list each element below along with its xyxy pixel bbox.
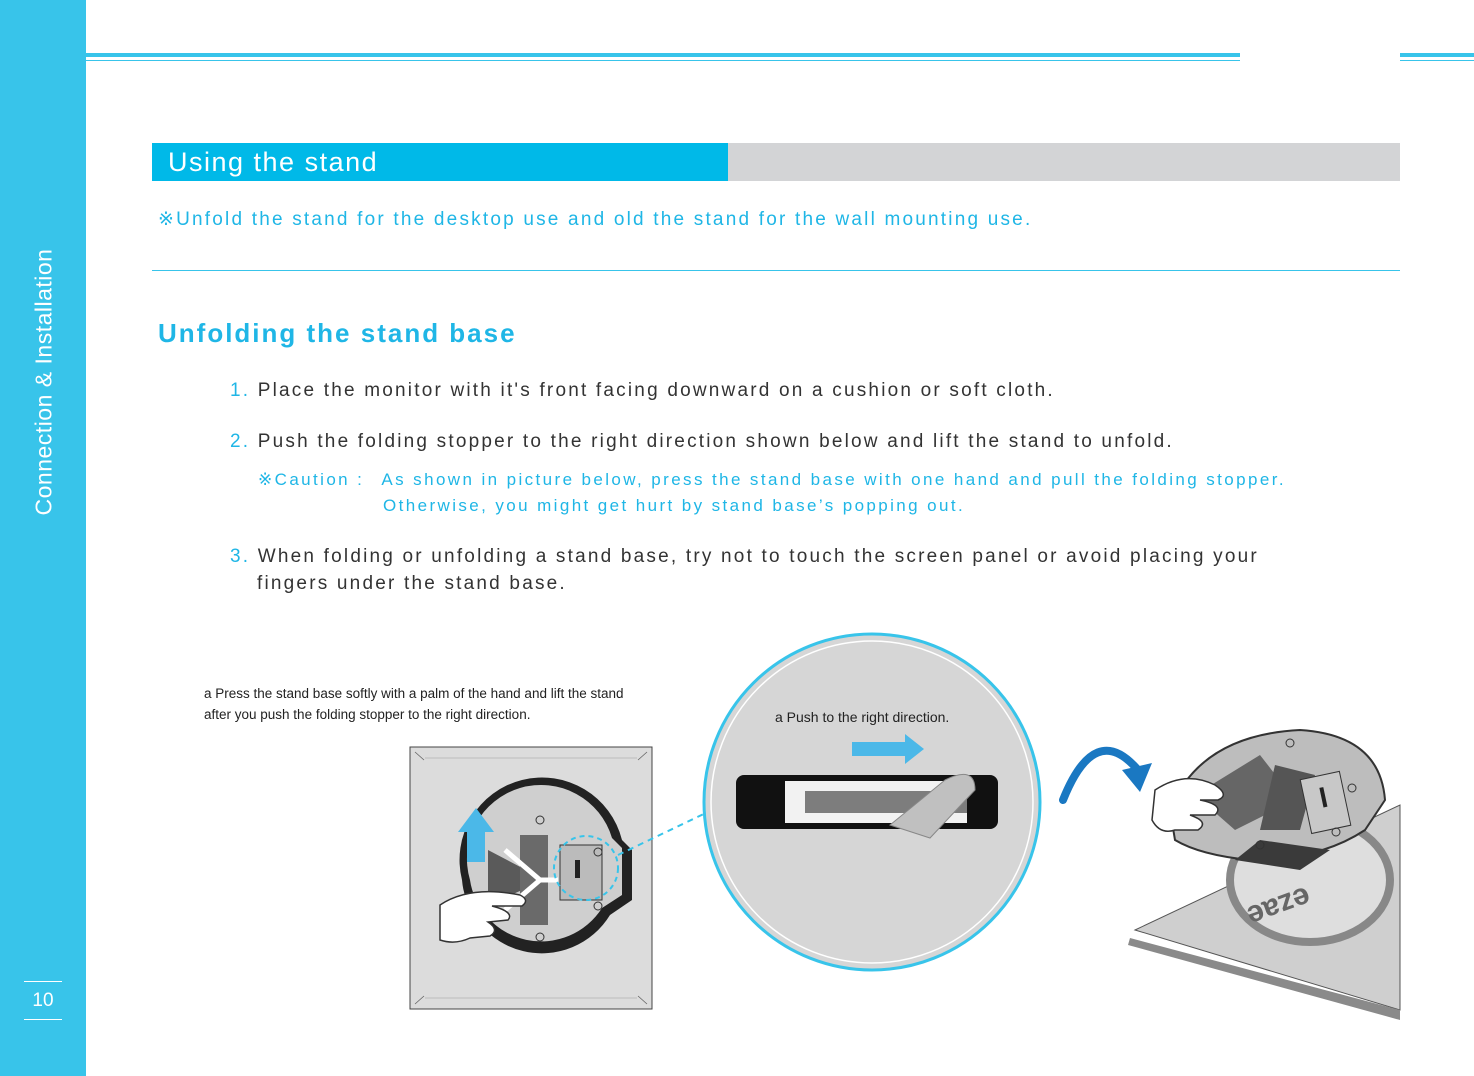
caution-text: As shown in picture below, press the stand base with one hand and pull the folding stopper. <box>381 470 1286 489</box>
page-number: 10 <box>32 990 54 1011</box>
figure-caption-line-2: after you push the folding stopper to the right direction. <box>204 707 531 722</box>
subsection-title: Unfolding the stand base <box>158 318 517 348</box>
magnified-view <box>704 634 1040 970</box>
brand-mark: ezae <box>1242 879 1316 933</box>
magnified-callout: a Push to the right direction. <box>775 709 950 725</box>
step-3-continued: fingers under the stand base. <box>257 573 567 594</box>
step-number: 3. <box>230 546 251 567</box>
usage-note: ※Unfold the stand for the desktop use and old the stand for the wall mounting use. <box>158 209 1033 230</box>
step-text: When folding or unfolding a stand base, try not to touch the screen panel or avoid placing your <box>257 546 1259 567</box>
figure-caption-line-1: a Press the stand base softly with a palm of the hand and lift the stand <box>204 686 624 701</box>
chapter-label: Connection & Installation <box>30 248 57 516</box>
section-title: Using the stand <box>168 147 379 177</box>
curved-arrow-icon <box>1063 751 1152 800</box>
unfolded-stand-view <box>1128 730 1400 1020</box>
step-text: Place the monitor with it's front facing downward on a cushion or soft cloth. <box>257 380 1055 401</box>
caution-label: ※Caution : <box>258 470 365 489</box>
step-number: 1. <box>230 380 251 401</box>
step-number: 2. <box>230 431 251 452</box>
caution-line-2: Otherwise, you might get hurt by stand base’s popping out. <box>383 496 966 515</box>
step-text: Push the folding stopper to the right direction shown below and lift the stand to unfold. <box>257 431 1174 452</box>
